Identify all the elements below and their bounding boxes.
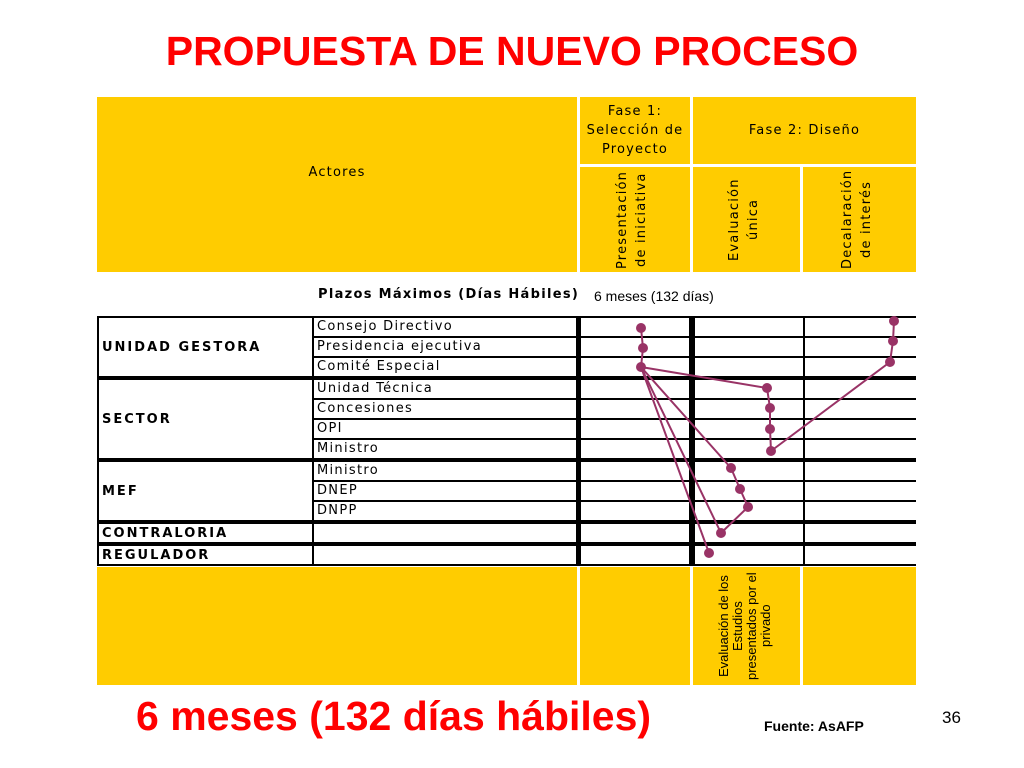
actor-name-cell [314,400,576,418]
phase-cell [805,482,918,500]
slide-title: PROPUESTA DE NUEVO PROCESO [165,28,859,74]
phase-cell [581,482,689,500]
declaracion-label: Decalaración de interés [839,169,874,270]
phase-cell [695,400,803,418]
actor-name: OPI [317,421,343,436]
phase-cell [581,338,689,356]
phase-cell [805,502,918,520]
phase-cell [581,380,689,398]
phase-cell [695,358,803,376]
fase1-header [580,97,690,164]
phase-cell [805,338,918,356]
fase1-label: Fase 1: Selección de Proyecto [586,104,684,157]
actor-name-cell [314,462,576,480]
actor-name: Unidad Técnica [317,381,434,396]
duration-text: 6 meses (132 días hábiles) [136,693,652,739]
phase-cell [581,440,689,458]
actor-name: DNPP [317,503,358,518]
presentacion-label: Presentación de iniciativa [615,170,649,269]
phase-cell [805,400,918,418]
actor-name-cell [314,420,576,438]
phase-cell [581,420,689,438]
phase-cell [581,400,689,418]
actor-name: Comité Especial [317,359,441,374]
subheader-declaracion [803,167,916,272]
source-text: Fuente: AsAFP [764,718,864,734]
actores-header [97,97,577,272]
phase-cell [581,318,689,336]
actor-name-cell [314,318,576,336]
phase-cell [695,420,803,438]
phase-cell [805,524,918,542]
phase-cell [581,546,689,564]
actor-group-label: CONTRALORIA [99,524,312,542]
actor-name: Ministro [317,463,379,478]
actors-grid [97,316,916,566]
fase2-label: Fase 2: Diseño [748,123,861,138]
fase2-header [693,97,916,164]
actores-label: Actores [308,165,366,180]
phase-cell [581,462,689,480]
phase-cell [805,462,918,480]
actor-name: Ministro [317,441,379,456]
phase-cell [805,318,918,336]
phase-cell [805,358,918,376]
phase-cell [695,318,803,336]
phase-cell [695,546,803,564]
phase-cell [805,546,918,564]
actor-name-cell [314,482,576,500]
phase-cell [695,462,803,480]
subheader-presentacion [580,167,690,272]
bottom-declaracion-cell [803,567,916,685]
actor-name-cell [314,524,576,542]
actor-name: Concesiones [317,401,414,416]
evaluacion-label: Evaluación única [726,178,761,261]
phase-cell [695,502,803,520]
page-number: 36 [942,708,961,727]
phase-cell [695,338,803,356]
actor-group-label: UNIDAD GESTORA [99,318,312,376]
subheader-evaluacion [693,167,800,272]
actor-name: Presidencia ejecutiva [317,339,483,354]
actor-name: DNEP [317,483,358,498]
actor-name: Consejo Directivo [317,319,454,334]
phase-cell [695,380,803,398]
phase-cell [805,380,918,398]
phase-cell [581,524,689,542]
actor-group-label: SECTOR [99,380,312,458]
phase-cell [695,482,803,500]
phase-cell [581,502,689,520]
plazos-label: Plazos Máximos (Días Hábiles) [318,287,580,302]
actor-name-cell [314,380,576,398]
meses-label: 6 meses (132 días) [594,288,714,304]
phase-cell [581,358,689,376]
bottom-actors-cell [97,567,577,685]
phase-cell [695,524,803,542]
phase-cell [805,420,918,438]
actor-name-cell [314,358,576,376]
actor-name-cell [314,546,576,564]
actor-name-cell [314,502,576,520]
bottom-fase1-cell [580,567,690,685]
phase-cell [805,440,918,458]
actor-name-cell [314,338,576,356]
bottom-evaluacion-cell [693,567,800,685]
actor-group-label: MEF [99,462,312,520]
phase-cell [695,440,803,458]
actor-group-label: REGULADOR [99,546,312,564]
bottom-note: Evaluación de los Estudios presentados por el privado [715,572,773,680]
actor-name-cell [314,440,576,458]
